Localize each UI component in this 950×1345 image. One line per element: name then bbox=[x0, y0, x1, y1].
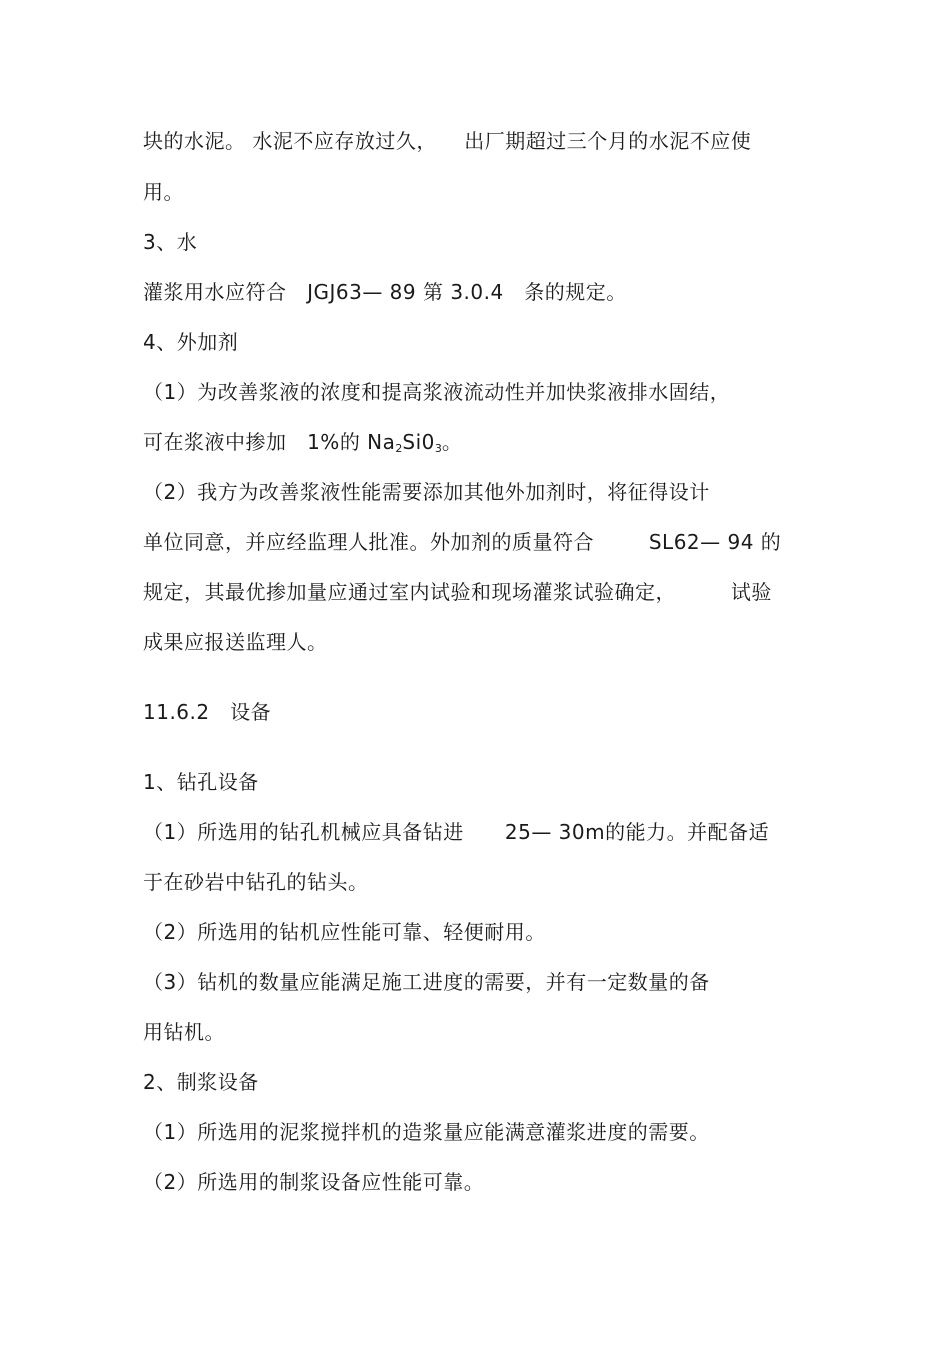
formula-subscript: 2 bbox=[395, 442, 403, 455]
section-heading: 2、制浆设备 bbox=[143, 1070, 259, 1094]
paragraph-line: 成果应报送监理人。 bbox=[143, 630, 328, 654]
paragraph-line: （2）所选用的钻机应性能可靠、轻便耐用。 bbox=[143, 920, 546, 944]
section-heading: 1、钻孔设备 bbox=[143, 770, 259, 794]
paragraph-line: 块的水泥。 水泥不应存放过久， 出厂期超过三个月的水泥不应使 bbox=[143, 129, 752, 153]
formula-mid: Si0 bbox=[402, 430, 435, 454]
section-heading: 11.6.2 设备 bbox=[143, 700, 272, 724]
paragraph-line: （1）为改善浆液的浓度和提高浆液流动性并加快浆液排水固结， bbox=[143, 380, 731, 404]
section-heading: 4、外加剂 bbox=[143, 330, 239, 354]
paragraph-line: （1）所选用的钻孔机械应具备钻进 25— 30m的能力。并配备适 bbox=[143, 820, 770, 844]
paragraph-line: （3）钻机的数量应能满足施工进度的需要，并有一定数量的备 bbox=[143, 970, 710, 994]
paragraph-line: 用钻机。 bbox=[143, 1020, 225, 1044]
paragraph-line: 单位同意，并应经监理人批准。外加剂的质量符合 SL62— 94 的 bbox=[143, 530, 782, 554]
formula-mid: 的 Na bbox=[339, 430, 396, 454]
formula-subscript: 3 bbox=[434, 442, 442, 455]
paragraph-line: （2）所选用的制浆设备应性能可靠。 bbox=[143, 1170, 485, 1194]
formula-prefix: 可在浆液中掺加 1% bbox=[143, 430, 340, 454]
formula-suffix: 。 bbox=[441, 430, 463, 454]
paragraph-line: 规定，其最优掺加量应通过室内试验和现场灌浆试验确定， 试验 bbox=[143, 580, 772, 604]
section-heading: 3、水 bbox=[143, 230, 198, 254]
paragraph-line: （1）所选用的泥浆搅拌机的造浆量应能满意灌浆进度的需要。 bbox=[143, 1120, 710, 1144]
paragraph-line: 于在砂岩中钻孔的钻头。 bbox=[143, 870, 369, 894]
paragraph-line: 用。 bbox=[143, 180, 184, 204]
paragraph-line: （2）我方为改善浆液性能需要添加其他外加剂时，将征得设计 bbox=[143, 480, 710, 504]
formula-line bbox=[143, 428, 462, 463]
paragraph-line: 灌浆用水应符合 JGJ63— 89 第 3.0.4 条的规定。 bbox=[143, 280, 627, 304]
